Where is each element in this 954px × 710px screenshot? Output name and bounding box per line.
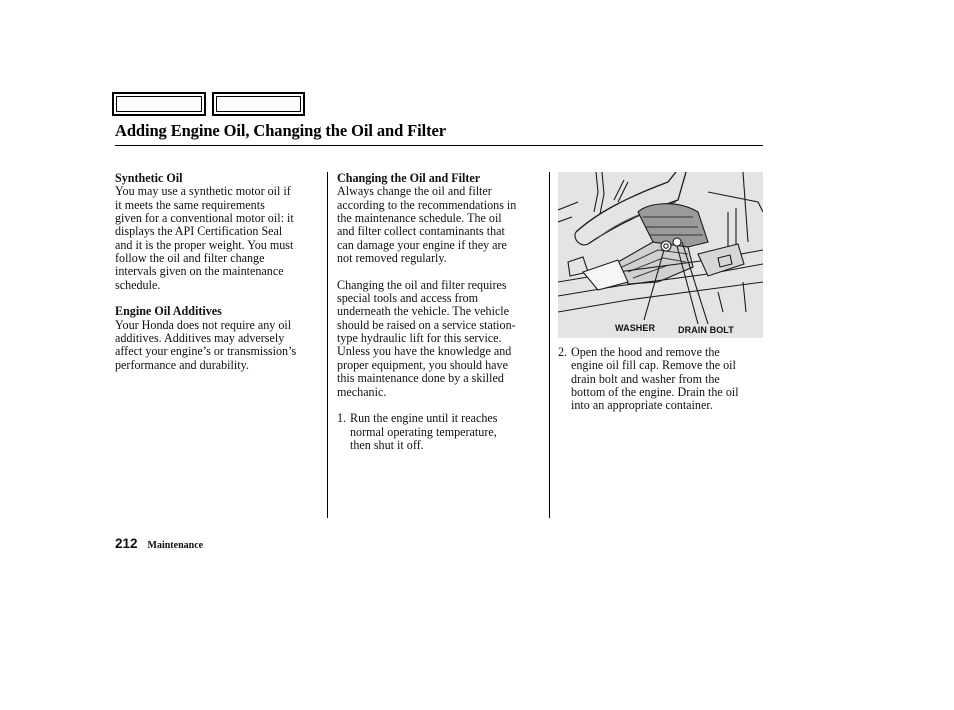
text-line: follow the oil and filter change xyxy=(115,251,265,266)
text-line: Unless you have the knowledge and xyxy=(337,344,512,359)
section-name: Maintenance xyxy=(147,540,204,551)
text-line: type hydraulic lift for this service. xyxy=(337,331,502,346)
column-divider xyxy=(549,172,550,518)
text-line: Open the hood and remove the xyxy=(571,345,720,359)
text-line: engine oil fill cap. Remove the oil xyxy=(571,358,736,373)
oil-drain-illustration xyxy=(558,172,763,338)
changing-oil-paragraph-2 xyxy=(337,279,545,399)
washer-label: WASHER xyxy=(615,323,656,333)
nav-button-next[interactable] xyxy=(212,92,305,116)
step-number: 1. xyxy=(337,411,347,426)
step-2 xyxy=(558,346,764,413)
text-line: drain bolt and washer from the xyxy=(571,371,720,386)
column-left xyxy=(115,172,325,372)
text-line: and filter collect contaminants that xyxy=(337,224,505,239)
step-1 xyxy=(337,412,545,452)
text-line: Run the engine until it reaches xyxy=(350,411,498,426)
text-line: bottom of the engine. Drain the oil xyxy=(571,385,739,400)
text-line: Always change the oil and filter xyxy=(337,184,492,199)
nav-button-previous[interactable] xyxy=(112,92,206,116)
text-line: mechanic. xyxy=(337,384,387,399)
text-line: affect your engine’s or transmission’s xyxy=(115,344,297,359)
column-divider xyxy=(327,172,328,518)
step-text xyxy=(571,346,764,413)
text-line: not removed regularly. xyxy=(337,251,447,266)
title-divider xyxy=(115,145,763,146)
text-line: according to the recommendations in xyxy=(337,197,517,212)
text-line: underneath the vehicle. The vehicle xyxy=(337,304,510,319)
text-line: then shut it off. xyxy=(350,437,424,452)
text-line: special tools and access from xyxy=(337,291,479,306)
step-text xyxy=(350,412,545,452)
text-line: Your Honda does not require any oil xyxy=(115,317,292,332)
text-line: it meets the same requirements xyxy=(115,197,265,212)
text-line: proper equipment, you should have xyxy=(337,357,508,372)
text-line: intervals given on the maintenance xyxy=(115,264,284,279)
text-line: displays the API Certification Seal xyxy=(115,224,283,239)
text-line: into an appropriate container. xyxy=(571,398,713,413)
text-line: given for a conventional motor oil: it xyxy=(115,211,294,226)
changing-oil-heading: Changing the Oil and Filter xyxy=(337,171,481,185)
text-line: additives. Additives may adversely xyxy=(115,331,285,346)
engine-underside-drawing xyxy=(558,172,763,338)
column-right xyxy=(558,172,764,413)
engine-oil-additives-text xyxy=(115,319,325,372)
page-title: Adding Engine Oil, Changing the Oil and Filter xyxy=(115,121,446,140)
synthetic-oil-text xyxy=(115,185,325,292)
page-footer xyxy=(115,536,203,551)
drain-bolt-label: DRAIN BOLT xyxy=(678,325,734,335)
text-line: should be raised on a service station- xyxy=(337,317,516,332)
column-middle xyxy=(337,172,545,452)
page-number: 212 xyxy=(115,536,138,551)
text-line: Changing the oil and filter requires xyxy=(337,277,507,292)
text-line: normal operating temperature, xyxy=(350,424,497,439)
text-line: and it is the proper weight. You must xyxy=(115,237,294,252)
synthetic-oil-heading: Synthetic Oil xyxy=(115,171,183,185)
text-line: this maintenance done by a skilled xyxy=(337,371,504,386)
engine-oil-additives-heading: Engine Oil Additives xyxy=(115,304,222,319)
step-number: 2. xyxy=(558,345,568,359)
text-line: schedule. xyxy=(115,277,161,292)
text-line: can damage your engine if they are xyxy=(337,237,507,252)
text-line: performance and durability. xyxy=(115,357,249,372)
text-line: You may use a synthetic motor oil if xyxy=(115,184,291,199)
changing-oil-paragraph-1 xyxy=(337,185,545,265)
text-line: the maintenance schedule. The oil xyxy=(337,211,502,226)
